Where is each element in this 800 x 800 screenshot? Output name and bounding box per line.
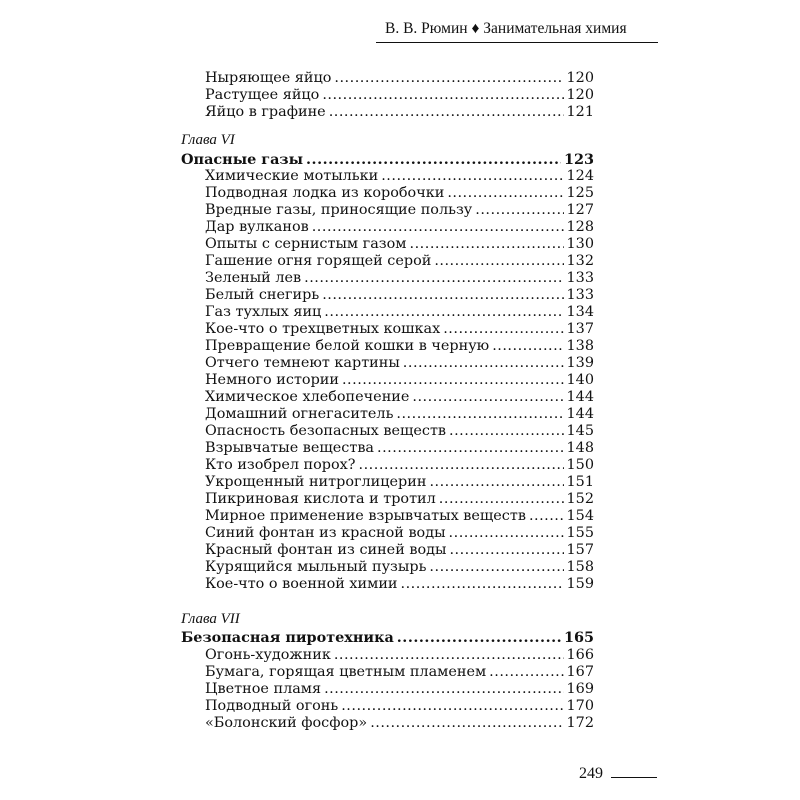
entry-page: 167 (566, 664, 594, 680)
page-number: 249 (579, 765, 603, 782)
entry-title: Газ тухлых яиц (205, 304, 322, 320)
entry-title: Мирное применение взрывчатых веществ (205, 508, 526, 524)
entry-title: Укрощенный нитроглицерин (205, 474, 427, 490)
entry-page: 155 (566, 525, 594, 541)
entry-page: 133 (566, 270, 594, 286)
entry-title: Растущее яйцо (205, 87, 320, 103)
entry-title: Взрывчатые вещества (205, 440, 375, 456)
entry-title: Огонь-художник (205, 647, 331, 663)
dot-leader (397, 628, 561, 647)
entry-title: Отчего темнеют картины (205, 355, 400, 371)
entry-page: 139 (566, 355, 594, 371)
section-page: 123 (563, 151, 594, 168)
footer-rule (611, 777, 657, 778)
chapter-heading-7: Глава VII (181, 611, 240, 627)
entry-title: Бумага, горящая цветным пламенем (205, 664, 487, 680)
entry-page: 128 (566, 219, 594, 235)
entry-page: 157 (566, 542, 594, 558)
entry-title: Пикриновая кислота и тротил (205, 491, 436, 507)
entry-title: Немного истории (205, 372, 339, 388)
entry-page: 132 (566, 253, 594, 269)
entry-page: 148 (566, 440, 594, 456)
chapter-heading-6: Глава VI (181, 132, 235, 148)
entry-page: 127 (566, 202, 594, 218)
entry-page: 152 (566, 491, 594, 507)
entry-page: 134 (566, 304, 594, 320)
entry-page: 144 (566, 389, 594, 405)
entry-page: 144 (566, 406, 594, 422)
section-entry-safe-pyrotechnics (181, 628, 594, 647)
entry-title: Курящийся мыльный пузырь (205, 559, 427, 575)
section-title: Опасные газы (181, 151, 304, 168)
entry-title: Белый снегирь (205, 287, 320, 303)
entry-title: Кое-что о военной химии (205, 576, 398, 592)
header-separator: ♦ (471, 20, 480, 37)
entry-page: 125 (566, 185, 594, 201)
dot-leader (401, 575, 564, 594)
entry-title: Кое-что о трехцветных кошках (205, 321, 441, 337)
entry-page: 121 (566, 104, 594, 120)
toc-entry (205, 575, 594, 594)
entry-title: Яйцо в графине (205, 104, 326, 120)
entry-page: 151 (566, 474, 594, 490)
entry-page: 154 (566, 508, 594, 524)
dot-leader (329, 103, 564, 122)
entry-title: Превращение белой кошки в черную (205, 338, 490, 354)
entry-page: 169 (566, 681, 594, 697)
entry-title: Опасность безопасных веществ (205, 423, 447, 439)
entry-page: 133 (566, 287, 594, 303)
entry-page: 130 (566, 236, 594, 252)
entry-title: Опыты с сернистым газом (205, 236, 407, 252)
page-footer (0, 760, 800, 790)
entry-page: 140 (566, 372, 594, 388)
entry-title: Вредные газы, приносящие пользу (205, 202, 473, 218)
toc-entry (205, 714, 594, 733)
toc-entry (205, 103, 594, 122)
entry-page: 137 (566, 321, 594, 337)
entry-page: 159 (566, 576, 594, 592)
entry-page: 145 (566, 423, 594, 439)
entry-title: Подводный огонь (205, 698, 339, 714)
entry-page: 150 (566, 457, 594, 473)
entry-title: Подводная лодка из коробочки (205, 185, 445, 201)
entry-page: 120 (566, 70, 594, 86)
entry-title: Ныряющее яйцо (205, 70, 332, 86)
entry-title: Гашение огня горящей серой (205, 253, 432, 269)
entry-title: Дар вулканов (205, 219, 309, 235)
header-book-title: Занимательная химия (483, 20, 627, 37)
entry-title: Красный фонтан из синей воды (205, 542, 447, 558)
entry-title: Синий фонтан из красной воды (205, 525, 446, 541)
entry-page: 158 (566, 559, 594, 575)
entry-page: 170 (566, 698, 594, 714)
entry-title: Цветное пламя (205, 681, 322, 697)
entry-title: Химическое хлебопечение (205, 389, 410, 405)
entry-title: Зеленый лев (205, 270, 302, 286)
section-page: 165 (563, 629, 594, 646)
entry-page: 124 (566, 168, 594, 184)
entry-title: Домашний огнегаситель (205, 406, 394, 422)
dot-leader (370, 714, 563, 733)
entry-title: Химические мотыльки (205, 168, 379, 184)
entry-page: 120 (566, 87, 594, 103)
entry-title: «Болонский фосфор» (205, 715, 368, 731)
entry-page: 172 (566, 715, 594, 731)
section-title: Безопасная пиротехника (181, 629, 394, 646)
header-author: В. В. Рюмин (385, 20, 468, 37)
entry-title: Кто изобрел порох? (205, 457, 356, 473)
entry-page: 138 (566, 338, 594, 354)
entry-page: 166 (566, 647, 594, 663)
